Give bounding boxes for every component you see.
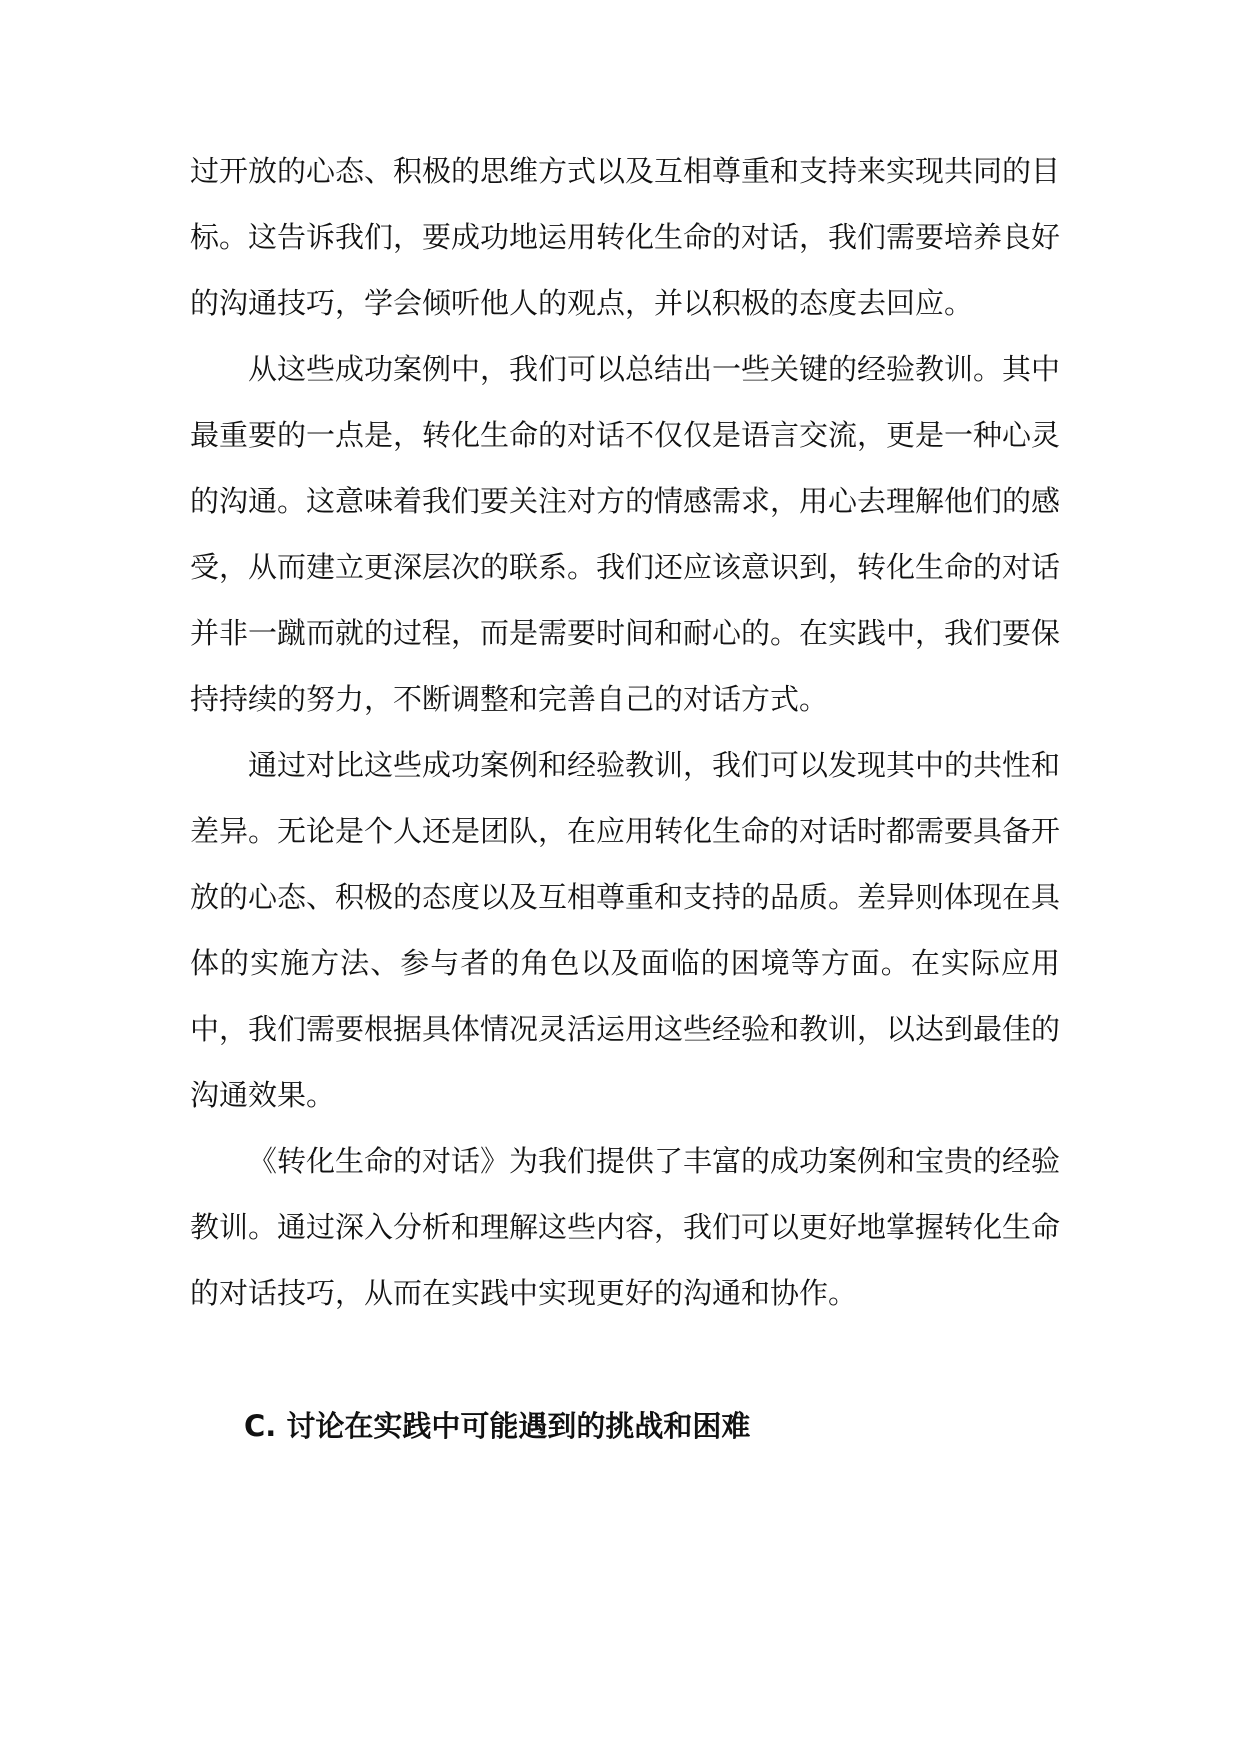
paragraph-lessons: 从这些成功案例中，我们可以总结出一些关键的经验教训。其中最重要的一点是，转化生命的对话不仅仅是语言交流，更是一种心灵的沟通。这意味着我们要关注对方的情感需求，用心去理解他们的感受，从而建立更深层次的联系。我们还应该意识到，转化生命的对话并非一蹴而就的过程，而是需要时间和耐心的。在实践中，我们要保持持续的努力，不断调整和完善自己的对话方式。 (190, 352, 1061, 716)
document-page (190, 138, 1060, 1446)
section-heading: C. 讨论在实践中可能遇到的挑战和困难 (244, 1409, 751, 1443)
paragraph-summary: 《转化生命的对话》为我们提供了丰富的成功案例和宝贵的经验教训。通过深入分析和理解这些内容，我们可以更好地掌握转化生命的对话技巧，从而在实践中实现更好的沟通和协作。 (190, 1144, 1061, 1310)
paragraph-continuation: 过开放的心态、积极的思维方式以及互相尊重和支持来实现共同的目标。这告诉我们，要成功地运用转化生命的对话，我们需要培养良好的沟通技巧，学会倾听他人的观点，并以积极的态度去回应。 (190, 154, 1061, 320)
paragraph-comparison: 通过对比这些成功案例和经验教训，我们可以发现其中的共性和差异。无论是个人还是团队，在应用转化生命的对话时都需要具备开放的心态、积极的态度以及互相尊重和支持的品质。差异则体现在具体的实施方法、参与者的角色以及面临的困境等方面。在实际应用中，我们需要根据具体情况灵活运用这些经验和教训，以达到最佳的沟通效果。 (190, 748, 1061, 1112)
